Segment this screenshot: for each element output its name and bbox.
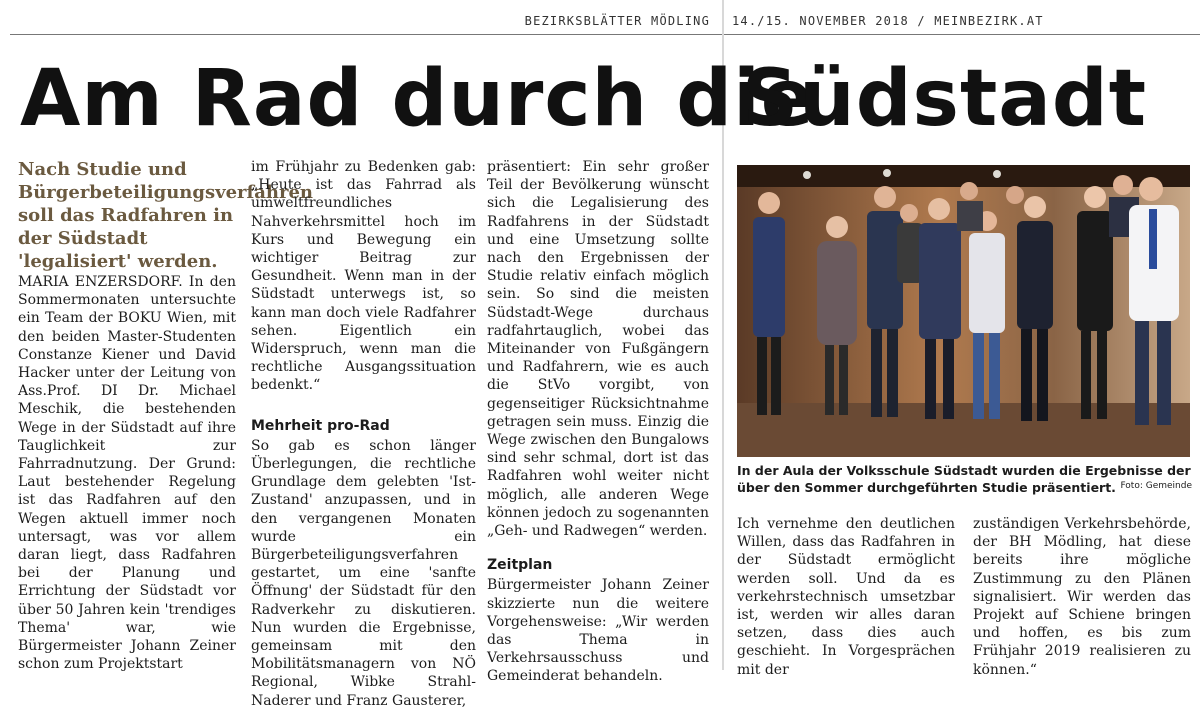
headline (20, 54, 1190, 144)
column-1-text: MARIA ENZERSDORF. In den Sommermonaten untersuchte ein Team der BOKU Wien, mit den beiden Master-Studenten Constanze Kiener und David Hacker unter der Leitung von Ass.Prof. DI Dr. Michael Meschik, die bestehenden Wege in der Südstadt auf ihre Tauglichkeit zur Fahrradnutzung. Der Grund: Laut bestehender Regelung ist das Radfahren auf den Wegen aktuell immer noch untersagt, was vor allem daran liegt, dass Radfahren bei der Planung und Errichtung der Südstadt vor über 50 Jahren kein 'trendiges Thema' war, wie Bürgermeister Johann Zeiner schon zum Projektstart (18, 274, 236, 673)
header-rule (10, 34, 1200, 35)
column-3-text-2: Bürgermeister Johann Zeiner skizzierte nun die weitere Vorgehensweise: „Wir werden das Thema in Verkehrsausschuss und Gemeinderat behandeln. (487, 577, 709, 685)
photo-caption-text: Aula der Volksschule Südstadt wurden die Ergebnisse der über den Sommer durchgeführten Studie präsentiert. (737, 463, 1191, 495)
group-photo-illustration (737, 165, 1190, 457)
column-2-text-2: So gab es schon länger Überlegungen, die rechtliche Grundlage dem gelebten 'Ist-Zustand' anzupassen, und in den vergangenen Monaten wurde ein Bürgerbeteiligungsverfahren gestartet, um eine 'sanfte Öffnung' der Südstadt für den Radverkehr zu diskutieren. Nun wurden die Ergebnisse, gemeinsam mit den Mobilitätsmanagern von NÖ Regional, Wibke Strahl-Naderer und Franz Gausterer, (251, 437, 476, 709)
lead-paragraph: Nach Studie und Bürgerbeteiligungsverfahren soll das Radfahren in der Südstadt 'legalisiert' werden. (18, 159, 314, 272)
column-3-text-1: präsentiert: Ein sehr großer Teil der Bevölkerung wünscht sich die Legalisierung des Radfahrens in der Südstadt und eine Umsetzung sollte nach den Ergebnissen der Studie relativ einfach möglich sein. So sind die meisten Südstadt-Wege durchaus radfahrtauglich, wobei das Miteinander von Fußgängern und Radfahrern, wie es auch die StVo vorgibt, von gegenseitiger Rücksichtnahme getragen sein muss. Einzig die Wege zwischen den Bungalows sind sehr schmal, dort ist das Radfahren wohl weiter nicht möglich, alle anderen Wege können jedoch zu sogenannten „Geh- und Radwegen“ werden. (487, 159, 709, 540)
newspaper-name: BEZIRKSBLÄTTER MÖDLING (524, 14, 710, 28)
headline-part-1: Am Rad durch die (20, 54, 815, 144)
article-column-3 (487, 158, 709, 686)
article-column-2 (251, 158, 476, 710)
column-2-text-1: im Frühjahr zu Bedenken gab: „Heute ist das Fahrrad als umweltfreundliches Nahverkehrsmittel hoch im Kurs und Bewegung ein wichtiger Beitrag zur Gesundheit. Wenn man in der Südstadt unterwegs ist, so kann man doch viele Radfahrer sehen. Eigentlich ein Widerspruch, wenn man die rechtliche Ausgangssituation bedenkt.“ (251, 159, 476, 394)
subheading-mehrheit: Mehrheit pro-Rad (251, 417, 390, 434)
photo-caption (737, 462, 1192, 496)
headline-part-2: Südstadt (742, 54, 1148, 144)
article-column-5 (973, 515, 1191, 679)
column-5-text: zuständigen Verkehrsbehörde, der BH Mödling, hat diese bereits ihre mögliche Zustimmung zu den Plänen signalisiert. Wir werden das Projekt auf Schiene bringen und hoffen, es bis zum Frühjahr 2019 realisieren zu können.“ (973, 516, 1191, 678)
photo-credit: Foto: Gemeinde (1120, 481, 1192, 491)
column-4-text: Ich vernehme den deutlichen Willen, dass das Radfahren in der Südstadt ermöglicht werden soll. Und da es verkehrstechnisch umsetzbar ist, werden wir alles daran setzen, dass dies auch geschieht. In Vorgesprächen mit der (737, 516, 955, 678)
article-column-4 (737, 515, 955, 679)
photo-caption-lead: In der (737, 463, 779, 478)
group-photo (737, 165, 1190, 457)
issue-date-and-site: 14./15. NOVEMBER 2018 / MEINBEZIRK.AT (732, 14, 1044, 28)
article-column-1 (18, 158, 314, 673)
subheading-zeitplan: Zeitplan (487, 557, 553, 574)
